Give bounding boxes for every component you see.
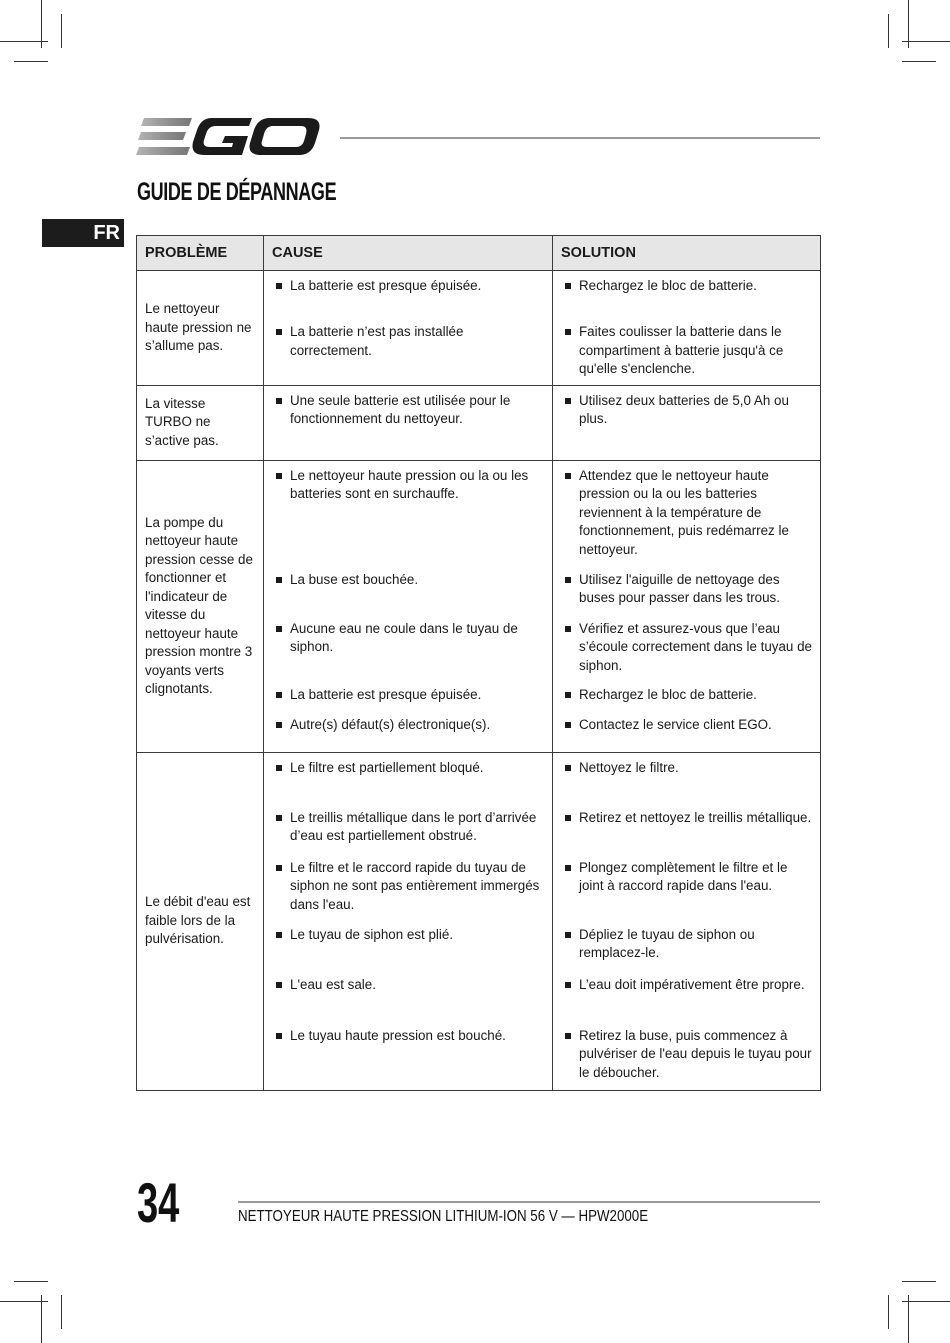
problem-cell: La vitesse TURBO ne s’active pas. [137,385,264,460]
solution-item: Utilisez deux batteries de 5,0 Ah ou plus. [561,392,812,429]
solution-cell [553,385,821,460]
cause-item: Une seule batterie est utilisée pour le fonctionnement du nettoyeur. [272,392,544,429]
cause-item: Le tuyau de siphon est plié. [272,926,544,976]
cause-item: Le filtre et le raccord rapide du tuyau de siphon ne sont pas entièrement immergés dans l'eau. [272,859,544,926]
cause-item: L'eau est sale. [272,976,544,1027]
solution-item: Utilisez l'aiguille de nettoyage des buses pour passer dans les trous. [561,571,812,620]
cause-cell [264,752,553,1090]
solution-cell [553,460,821,752]
crop-mark [902,41,950,42]
solution-cell [553,271,821,386]
problem-cell: La pompe du nettoyeur haute pression cesse de fonctionner et l'indicateur de vitesse du nettoyeur haute pression montre 3 voyants verts clignotants. [137,460,264,752]
footer-rule [238,1201,820,1203]
solution-item: Faites coulisser la batterie dans le compartiment à batterie jusqu'à ce qu'elle s'enclenche. [561,323,812,379]
ego-logo [136,116,322,158]
cause-cell [264,271,553,386]
problem-cell: Le débit d'eau est faible lors de la pulvérisation. [137,752,264,1090]
cause-item: Le nettoyeur haute pression ou la ou les batteries sont en surchauffe. [272,467,544,571]
solution-item: Contactez le service client EGO. [561,716,812,735]
solution-item: Nettoyez le filtre. [561,759,812,809]
crop-mark [888,14,889,48]
crop-mark [14,61,48,62]
solution-item: Dépliez le tuyau de siphon ou remplacez-le. [561,926,812,976]
header-cause: CAUSE [264,236,553,271]
solution-item: Retirez et nettoyez le treillis métallique. [561,809,812,859]
solution-item: Retirez la buse, puis commencez à pulvériser de l'eau depuis le tuyau pour le déboucher. [561,1027,812,1083]
crop-mark [41,0,42,48]
cause-item: Le filtre est partiellement bloqué. [272,759,544,809]
troubleshooting-table [136,235,821,1091]
solution-item: Rechargez le bloc de batterie. [561,686,812,716]
table-row [137,752,821,1090]
cause-item: La batterie n’est pas installée correctement. [272,323,544,360]
crop-mark [14,1281,48,1282]
cause-item: Autre(s) défaut(s) électronique(s). [272,716,544,735]
table-row [137,271,821,386]
problem-cell: Le nettoyeur haute pression ne s’allume pas. [137,271,264,386]
page-title: GUIDE DE DÉPANNAGE [137,178,337,206]
solution-item: Rechargez le bloc de batterie. [561,277,812,323]
header-problem: PROBLÈME [137,236,264,271]
solution-item: Plongez complètement le filtre et le joint à raccord rapide dans l'eau. [561,859,812,926]
header-solution: SOLUTION [553,236,821,271]
table-row [137,385,821,460]
solution-item: Attendez que le nettoyeur haute pression ou la ou les batteries reviennent à la température de fonctionnement, puis redémarrez le nettoyeur. [561,467,812,571]
language-tab: FR [42,219,124,247]
crop-mark [902,61,936,62]
crop-mark [888,1295,889,1329]
cause-item: Le treillis métallique dans le port d’arrivée d’eau est partiellement obstrué. [272,809,544,859]
solution-item: L’eau doit impérativement être propre. [561,976,812,1027]
crop-mark [908,0,909,48]
cause-cell [264,460,553,752]
cause-item: Le tuyau haute pression est bouché. [272,1027,544,1046]
footer-product-line: NETTOYEUR HAUTE PRESSION LITHIUM-ION 56 V — HPW2000E [238,1208,649,1225]
cause-item: Aucune eau ne coule dans le tuyau de siphon. [272,620,544,686]
page-number: 34 [137,1171,180,1234]
cause-item: La buse est bouchée. [272,571,544,620]
table-header-row [137,236,821,271]
cause-cell [264,385,553,460]
table-row [137,460,821,752]
crop-mark [41,1295,42,1343]
crop-mark [902,1281,936,1282]
crop-mark [902,1301,950,1302]
header-rule [340,137,820,139]
cause-item: La batterie est presque épuisée. [272,277,544,323]
solution-cell [553,752,821,1090]
cause-item: La batterie est presque épuisée. [272,686,544,716]
crop-mark [61,14,62,48]
crop-mark [908,1295,909,1343]
solution-item: Vérifiez et assurez-vous que l’eau s’écoule correctement dans le tuyau de siphon. [561,620,812,686]
crop-mark [61,1295,62,1329]
